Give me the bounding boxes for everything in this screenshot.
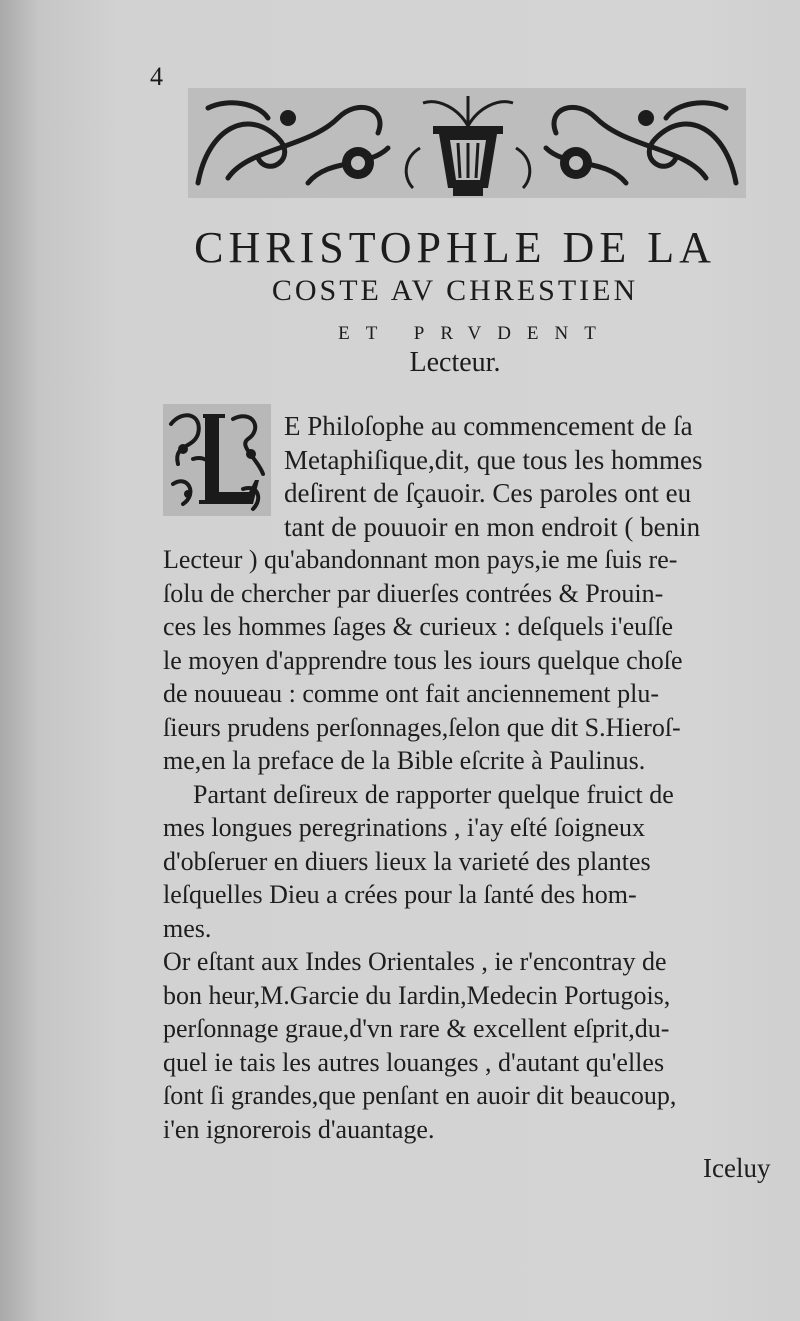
body-line: Partant deſireux de rapporter quelque fruict de — [193, 780, 674, 809]
headpiece-ornament — [188, 88, 746, 198]
body-line: Lecteur ) qu'abandonnant mon pays,ie me ſuis re- — [163, 545, 678, 574]
body-line: ces les hommes ſages & curieux : deſquels i'euſſe — [163, 612, 674, 641]
body-line: ſieurs prudens perſonnages,ſelon que dit S.Hieroſ- — [163, 713, 681, 742]
body-line: ſolu de chercher par diuerſes contrées & Prouin- — [163, 579, 664, 608]
body-line: mes. — [163, 914, 212, 943]
body-line: Metaphiſique,dit, que tous les hommes — [284, 445, 703, 475]
body-line: d'obſeruer en diuers lieux la varieté des plantes — [163, 847, 651, 876]
body-line: le moyen d'apprendre tous les iours quelque choſe — [163, 646, 683, 675]
title-line-4: Lecteur. — [409, 347, 501, 378]
title-line-3: ET PRVDENT — [338, 323, 612, 344]
body-line: mes longues peregrinations , i'ay eſté ſoigneux — [163, 813, 645, 842]
body-line: ſont ſi grandes,que penſant en auoir dit beaucoup, — [163, 1081, 677, 1110]
page-number: 4 — [150, 62, 163, 91]
body-line: tant de pouuoir en mon endroit ( benin — [284, 512, 701, 542]
title-line-2: COSTE AV CHRESTIEN — [271, 274, 639, 307]
body-line: E Philoſophe au commencement de ſa — [284, 411, 693, 441]
catchword: Iceluy — [703, 1153, 771, 1183]
body-line: quel ie tais les autres louanges , d'autant qu'elles — [163, 1048, 665, 1077]
body-line: i'en ignorerois d'auantage. — [163, 1115, 435, 1144]
body-line: deſirent de ſçauoir. Ces paroles ont eu — [284, 478, 692, 508]
title-author: CHRISTOPHLE DE LA — [194, 223, 716, 272]
decorated-initial-l — [163, 404, 271, 516]
body-line: bon heur,M.Garcie du Iardin,Medecin Portugois, — [163, 981, 671, 1010]
body-line: de nouueau : comme ont fait anciennement plu- — [163, 679, 659, 708]
body-line: leſquelles Dieu a crées pour la ſanté des hom- — [163, 880, 637, 909]
body-line: Or eſtant aux Indes Orientales , ie r'encontray de — [163, 947, 667, 976]
body-line: perſonnage graue,d'vn rare & excellent eſprit,du- — [163, 1014, 670, 1043]
body-line: me,en la preface de la Bible eſcrite à Paulinus. — [163, 746, 646, 775]
